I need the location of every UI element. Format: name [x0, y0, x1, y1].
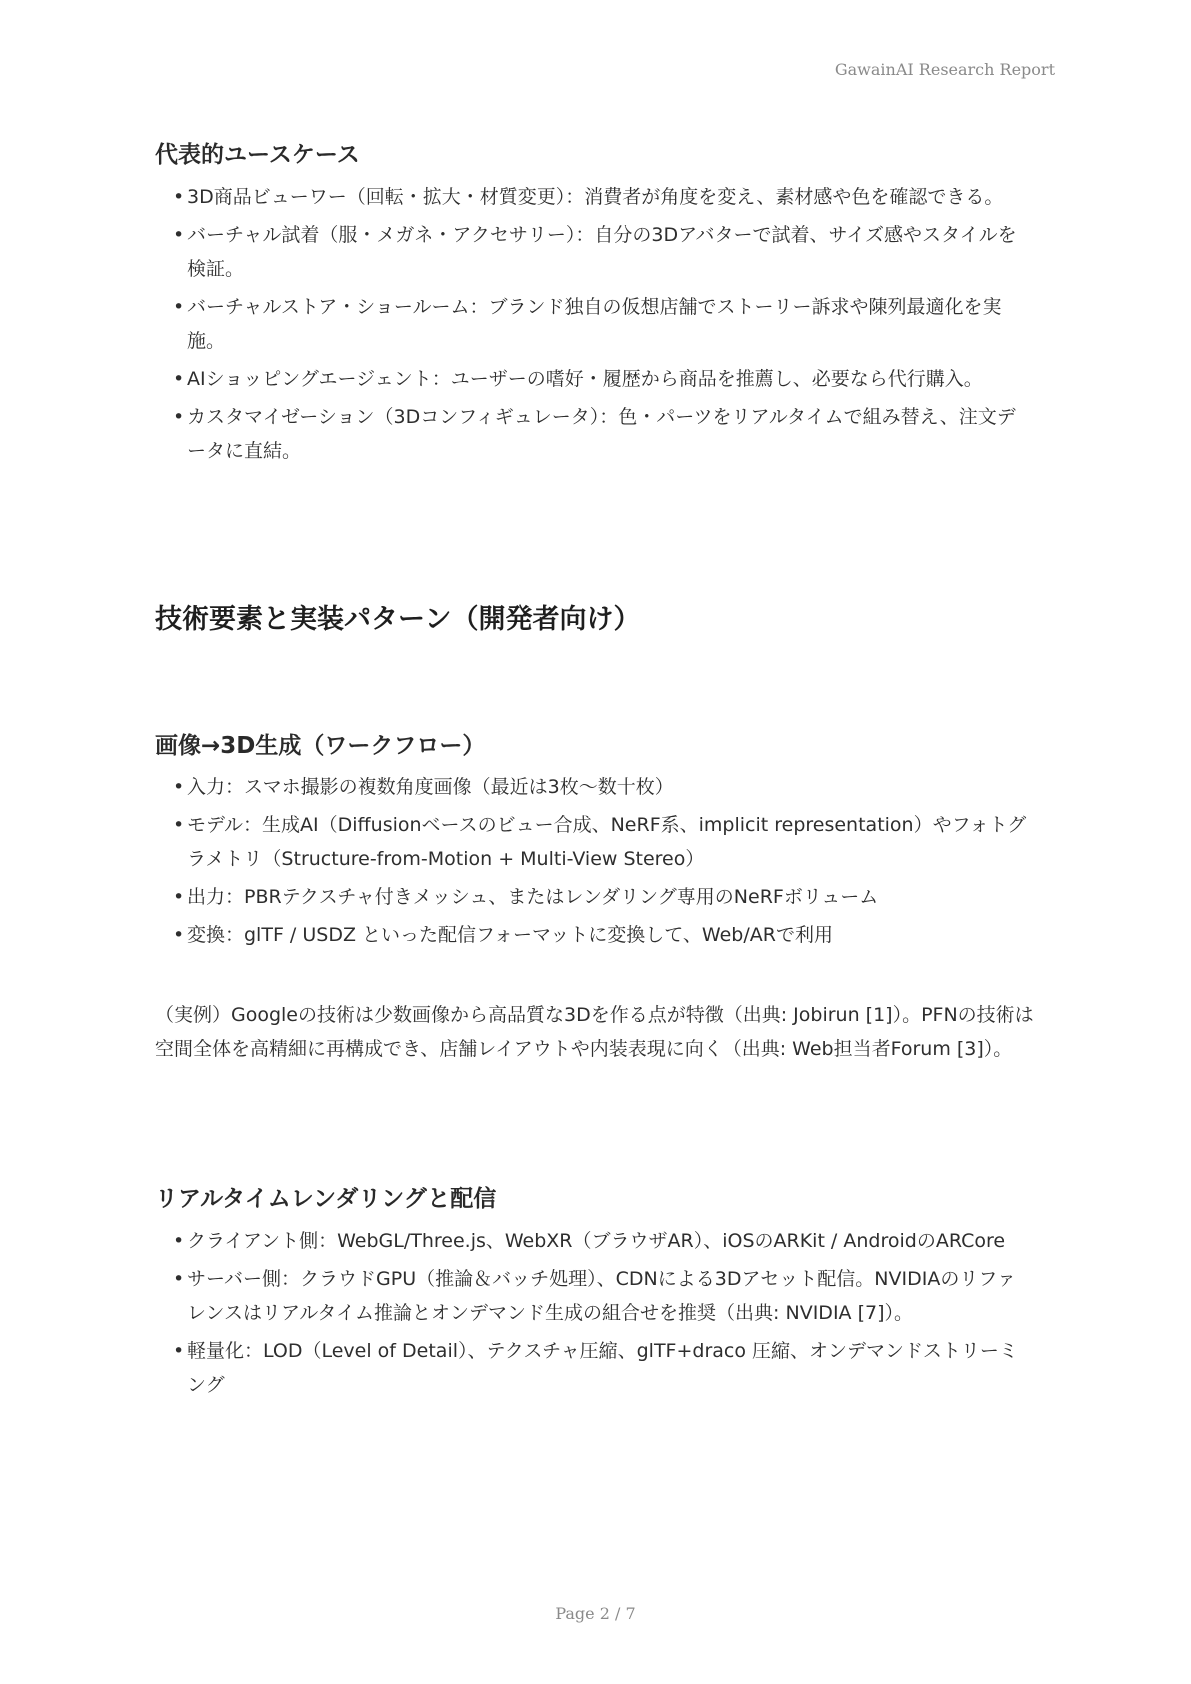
list-item: • 3D商品ビューワー（回転・拡大・材質変更）：消費者が角度を変え、素材感や色を確認できる。	[173, 180, 1028, 214]
list-item: • バーチャル試着（服・メガネ・アクセサリー）：自分の3Dアバターで試着、サイズ感やスタイルを検証。	[173, 218, 1028, 286]
page-number: Page 2 / 7	[555, 1604, 636, 1623]
list-item: • 出力：PBRテクスチャ付きメッシュ、またはレンダリング専用のNeRFボリューム	[173, 880, 1028, 914]
heading-tech-elements: 技術要素と実装パターン（開発者向け）	[155, 604, 641, 635]
rendering-list	[173, 1224, 1028, 1406]
list-item: • AIショッピングエージェント：ユーザーの嗜好・履歴から商品を推薦し、必要なら代行購入。	[173, 362, 1028, 396]
use-cases-list	[173, 180, 1028, 472]
list-item: • クライアント側：WebGL/Three.js、WebXR（ブラウザAR）、iOSのARKit / AndroidのARCore	[173, 1224, 1028, 1258]
list-item: • 軽量化：LOD（Level of Detail）、テクスチャ圧縮、glTF+draco 圧縮、オンデマンドストリーミング	[173, 1334, 1028, 1402]
list-item: • カスタマイゼーション（3Dコンフィギュレータ）：色・パーツをリアルタイムで組み替え、注文データに直結。	[173, 400, 1028, 468]
list-item: • バーチャルストア・ショールーム：ブランド独自の仮想店舗でストーリー訴求や陳列最適化を実施。	[173, 290, 1028, 358]
list-item: • 変換：glTF / USDZ といった配信フォーマットに変換して、Web/ARで利用	[173, 918, 1028, 952]
list-item: • サーバー側：クラウドGPU（推論＆バッチ処理）、CDNによる3Dアセット配信。NVIDIAのリファレンスはリアルタイム推論とオンデマンド生成の組合せを推奨（出典: NVIDIA [7]）。	[173, 1262, 1028, 1330]
example-paragraph: （実例）Googleの技術は少数画像から高品質な3Dを作る点が特徴（出典: Jobirun [1]）。PFNの技術は空間全体を高精細に再構成でき、店舗レイアウトや内装表現に向く（出典: Web担当者Forum [3]）。	[155, 1004, 1034, 1060]
heading-rendering: リアルタイムレンダリングと配信	[155, 1186, 497, 1212]
heading-workflow: 画像→3D生成（ワークフロー）	[155, 733, 486, 759]
list-item: • 入力：スマホ撮影の複数角度画像（最近は3枚〜数十枚）	[173, 770, 1028, 804]
running-header: GawainAI Research Report	[834, 60, 1055, 79]
workflow-list	[173, 770, 1028, 956]
heading-use-cases: 代表的ユースケース	[155, 142, 360, 168]
list-item: • モデル：生成AI（Diffusionベースのビュー合成、NeRF系、implicit representation）やフォトグラメトリ（Structure-from-Motion + Multi-View Stereo）	[173, 808, 1028, 876]
